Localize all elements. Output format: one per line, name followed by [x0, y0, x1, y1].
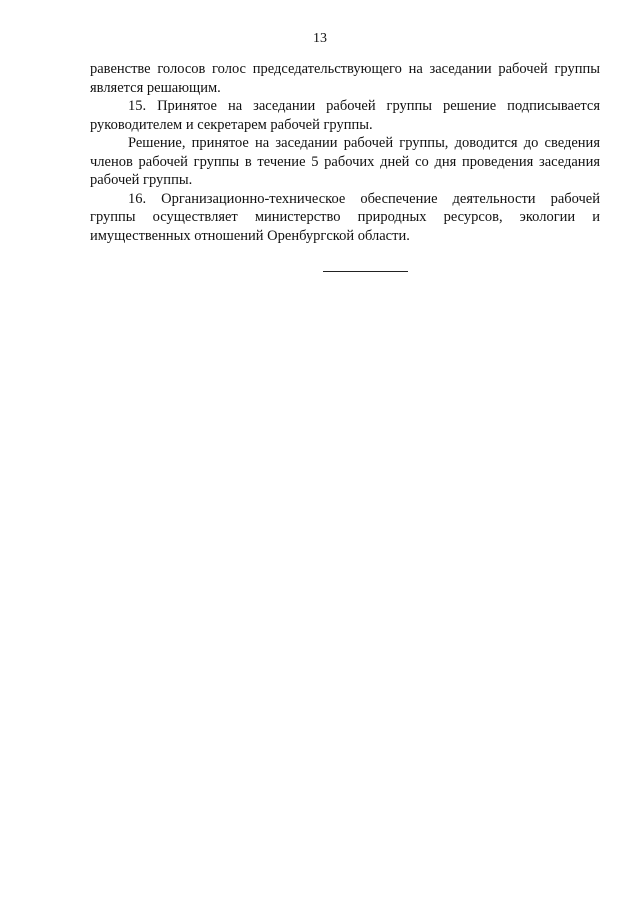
paragraph-item-15: 15. Принятое на заседании рабочей группы решение подписывается руководителем и секретарем рабочей группы.: [90, 98, 600, 133]
document-body: [90, 60, 600, 245]
paragraph-decision: Решение, принятое на заседании рабочей группы, доводится до сведения членов рабочей группы в течение 5 рабочих дней со дня проведения заседания рабочей группы.: [90, 135, 600, 188]
end-separator-line: [323, 271, 408, 272]
page-number: 13: [313, 31, 327, 46]
paragraph-item-16: 16. Организационно-техническое обеспечение деятельности рабочей группы осуществляет министерство природных ресурсов, экологии и имущественных отношений Оренбургской области.: [90, 190, 600, 244]
paragraph-continuation: равенстве голосов голос председательствующего на заседании рабочей группы является решающим.: [90, 61, 600, 96]
